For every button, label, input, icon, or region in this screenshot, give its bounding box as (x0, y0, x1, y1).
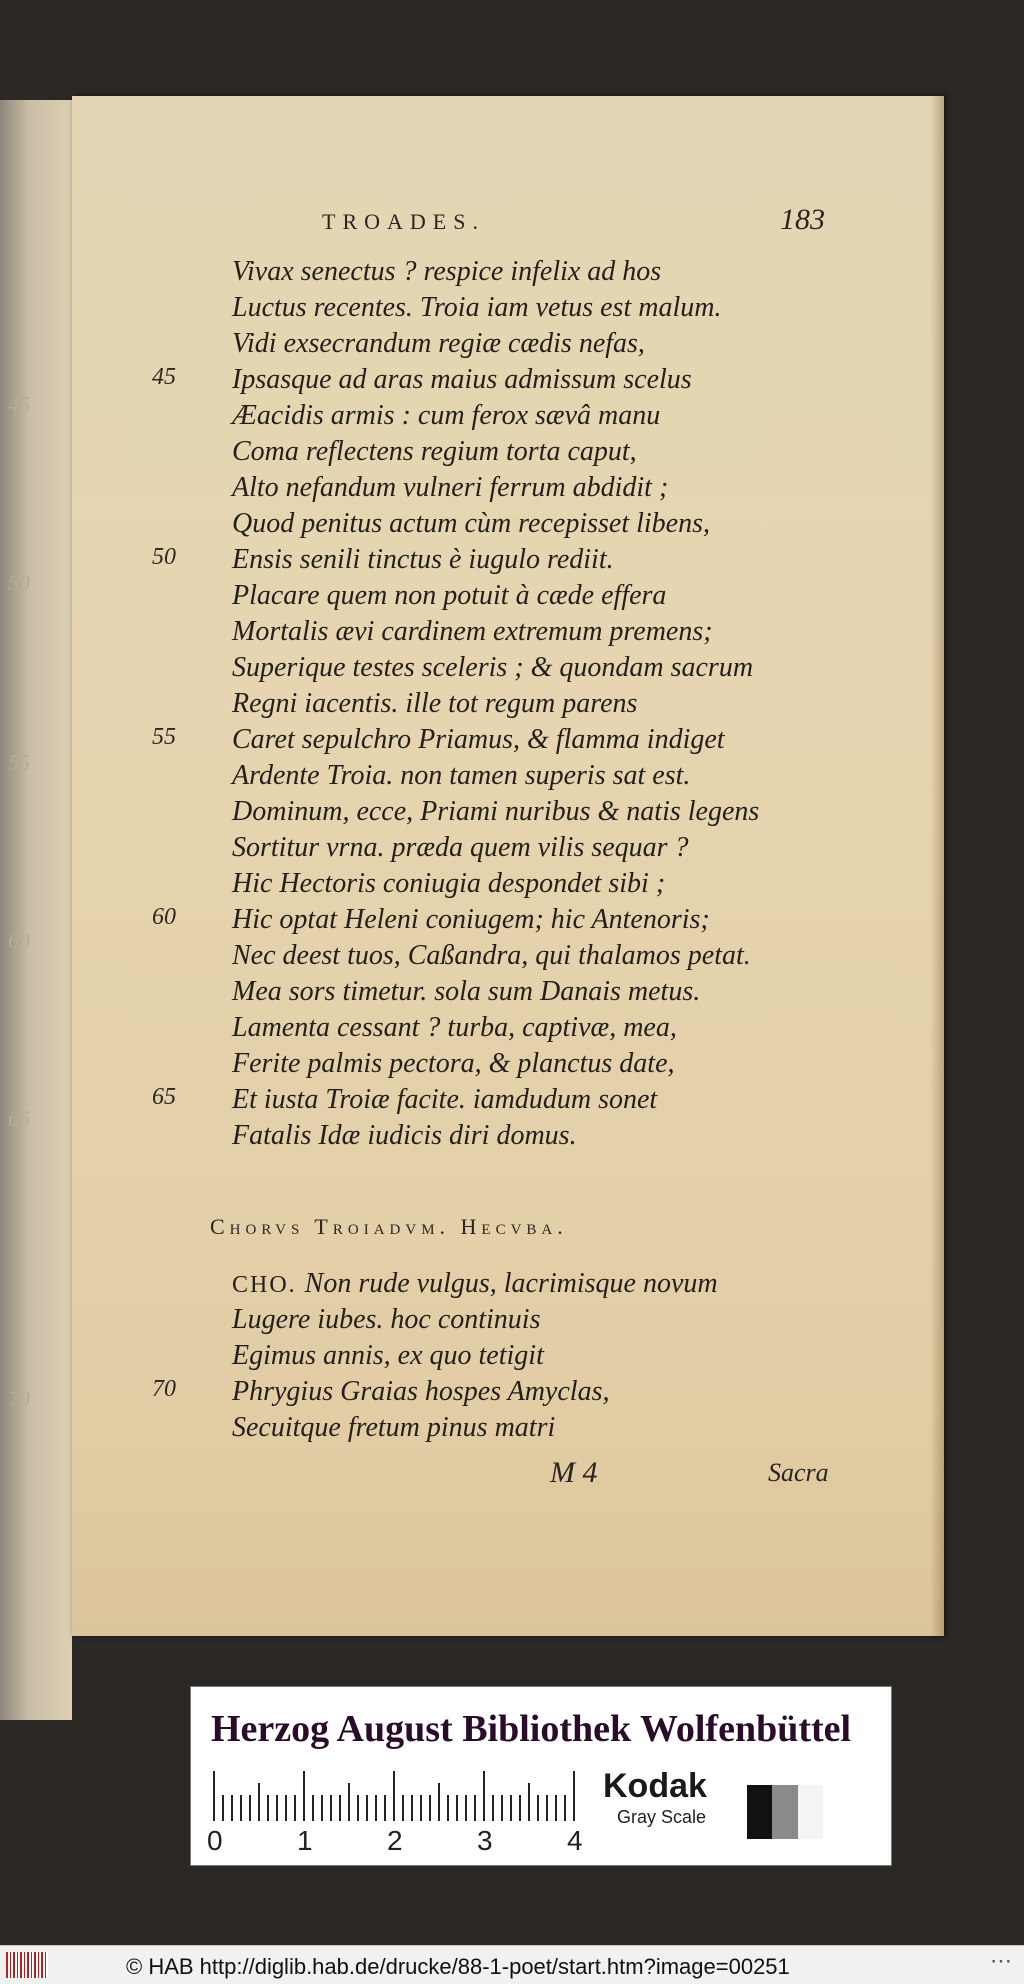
verse-text: Phrygius Graias hospes Amyclas, (232, 1376, 610, 1407)
verse-line (152, 544, 872, 578)
verse-line (152, 1120, 872, 1154)
verse-text: Sortitur vrna. præda quem vilis sequar ? (232, 832, 689, 863)
verse-line (152, 904, 872, 938)
verse-text: Ipsasque ad aras maius admissum scelus (232, 364, 692, 395)
ruler-tick (303, 1771, 305, 1821)
ruler-tick (420, 1795, 422, 1821)
ruler-tick (438, 1783, 440, 1821)
verse-text: Lugere iubes. hoc continuis (232, 1304, 541, 1335)
verse-text: Quod penitus actum cùm recepisset libens, (232, 508, 710, 539)
verse-text: Fatalis Idæ iudicis diri domus. (232, 1120, 577, 1151)
margin-number: 50 (8, 570, 30, 595)
ruler-tick (555, 1795, 557, 1821)
ruler-tick (483, 1771, 485, 1821)
speaker-label: CHO. (232, 1272, 297, 1298)
gray-patch (798, 1785, 823, 1839)
ruler-tick (465, 1795, 467, 1821)
line-number: 55 (152, 724, 176, 750)
ruler-number: 1 (297, 1825, 313, 1856)
ruler-tick (294, 1795, 296, 1821)
ruler-tick (510, 1795, 512, 1821)
verse-line (152, 1304, 872, 1338)
page-number: 183 (780, 203, 825, 236)
ruler-tick (564, 1795, 566, 1821)
margin-number: 45 (8, 392, 30, 417)
verse-text: Nec deest tuos, Caßandra, qui thalamos petat. (232, 940, 751, 971)
more-options-icon[interactable]: ⋯ (990, 1948, 1012, 1973)
ruler-tick (312, 1795, 314, 1821)
margin-number: 55 (8, 750, 30, 775)
verse-line (152, 616, 872, 650)
book-page (72, 96, 944, 1636)
ruler-scale (213, 1769, 583, 1821)
verse-text: Placare quem non potuit à cæde effera (232, 580, 667, 611)
source-credit-link[interactable]: © HAB http://diglib.hab.de/drucke/88-1-poet/start.htm?image=00251 (126, 1954, 790, 1979)
ruler-tick (573, 1771, 575, 1821)
hab-logo-icon (6, 1952, 48, 1978)
ruler-tick (240, 1795, 242, 1821)
ruler-tick (366, 1795, 368, 1821)
verse-line (152, 1048, 872, 1082)
ruler-tick (276, 1795, 278, 1821)
verse-text: Secuitque fretum pinus matri (232, 1412, 556, 1443)
ruler-tick (537, 1795, 539, 1821)
ruler-number: 2 (387, 1825, 403, 1856)
ruler-tick (213, 1771, 215, 1821)
verse-text: Lamenta cessant ? turba, captivæ, mea, (232, 1012, 677, 1043)
margin-number: 65 (8, 1106, 30, 1131)
verse-text: Ferite palmis pectora, & planctus date, (232, 1048, 675, 1079)
verse-text: Vidi exsecrandum regiæ cædis nefas, (232, 328, 645, 359)
ruler-tick (528, 1783, 530, 1821)
ruler-tick (258, 1783, 260, 1821)
ruler-tick (546, 1795, 548, 1821)
ruler-tick (321, 1795, 323, 1821)
viewer-footer (0, 1945, 1024, 1984)
verse-text: Egimus annis, ex quo tetigit (232, 1340, 544, 1371)
gray-scale-label: Gray Scale (617, 1807, 707, 1827)
ruler-tick (402, 1795, 404, 1821)
verse-words: Non rude vulgus, lacrimisque novum (304, 1268, 718, 1299)
verse-line (152, 688, 872, 722)
margin-number: 70 (8, 1386, 30, 1411)
verse-text: Ensis senili tinctus è iugulo rediit. (232, 544, 614, 575)
verse-line (152, 1412, 872, 1446)
ruler-tick (330, 1795, 332, 1821)
ruler-number: 4 (567, 1825, 583, 1856)
ruler-tick (456, 1795, 458, 1821)
verse-line (152, 940, 872, 974)
line-number: 50 (152, 544, 176, 570)
ruler-tick (231, 1795, 233, 1821)
ruler-tick (375, 1795, 377, 1821)
ruler-tick (519, 1795, 521, 1821)
verse-text: Caret sepulchro Priamus, & flamma indiget (232, 724, 725, 755)
verse-line (152, 976, 872, 1010)
verse-line (152, 256, 872, 290)
adjacent-page-edge (0, 100, 72, 1720)
verse-text: Coma reflectens regium torta caput, (232, 436, 637, 467)
ruler-tick (384, 1795, 386, 1821)
verse-line (152, 1268, 872, 1302)
ruler-tick (267, 1795, 269, 1821)
verse-text: Dominum, ecce, Priami nuribus & natis legens (232, 796, 760, 827)
verse-line (152, 868, 872, 902)
margin-number: 60 (8, 928, 30, 953)
kodak-logo: Kodak (603, 1767, 707, 1805)
verse-text: Ardente Troia. non tamen superis sat est. (232, 760, 691, 791)
gray-patch (772, 1785, 797, 1839)
verse-line (152, 652, 872, 686)
verse-text: Hic Hectoris coniugia despondet sibi ; (232, 868, 666, 899)
line-number: 70 (152, 1376, 176, 1402)
ruler-tick (393, 1771, 395, 1821)
verse-line (152, 1376, 872, 1410)
ruler-tick (222, 1795, 224, 1821)
verse-line (152, 436, 872, 470)
verse-line (152, 1012, 872, 1046)
ruler-tick (447, 1795, 449, 1821)
chorus-heading: Chorvs Troiadvm. Hecvba. (210, 1214, 568, 1239)
verse-line (152, 400, 872, 434)
ruler-tick (357, 1795, 359, 1821)
color-scale-card (190, 1686, 892, 1866)
line-number: 45 (152, 364, 176, 390)
verse-text: Æacidis armis : cum ferox sævâ manu (232, 400, 661, 431)
verse-line (152, 832, 872, 866)
ruler-tick (249, 1795, 251, 1821)
ruler-number: 0 (207, 1825, 223, 1856)
verse-text: Alto nefandum vulneri ferrum abdidit ; (232, 472, 669, 503)
ruler-tick (411, 1795, 413, 1821)
verse-line (152, 364, 872, 398)
verse-line (152, 1340, 872, 1374)
running-head: TROADES. (322, 209, 485, 234)
verse-line (152, 760, 872, 794)
gray-scale-patches (747, 1785, 823, 1839)
catchword: Sacra (768, 1458, 829, 1487)
verse-line (152, 508, 872, 542)
verse-text: Et iusta Troiæ facite. iamdudum sonet (232, 1084, 658, 1115)
ruler-number: 3 (477, 1825, 493, 1856)
verse-line (152, 328, 872, 362)
ruler-tick (339, 1795, 341, 1821)
verse-line (152, 580, 872, 614)
ruler-tick (492, 1795, 494, 1821)
verse-text: Mea sors timetur. sola sum Danais metus. (232, 976, 701, 1007)
line-number: 60 (152, 904, 176, 930)
ruler-tick (429, 1795, 431, 1821)
verse-line (152, 724, 872, 758)
line-number: 65 (152, 1084, 176, 1110)
verse-text (232, 1268, 718, 1300)
library-name: Herzog August Bibliothek Wolfenbüttel (211, 1708, 852, 1750)
ruler-tick (285, 1795, 287, 1821)
verse-line (152, 472, 872, 506)
verse-text: Hic optat Heleni coniugem; hic Antenoris; (232, 904, 710, 935)
verse-text: Regni iacentis. ille tot regum parens (232, 688, 638, 719)
ruler-tick (474, 1795, 476, 1821)
ruler-tick (348, 1783, 350, 1821)
verse-text: Superique testes sceleris ; & quondam sacrum (232, 652, 754, 683)
signature-mark: M 4 (550, 1456, 598, 1489)
verse-text: Luctus recentes. Troia iam vetus est malum. (232, 292, 722, 323)
verse-line (152, 796, 872, 830)
verse-text: Mortalis ævi cardinem extremum premens; (232, 616, 713, 647)
verse-line (152, 292, 872, 326)
ruler-tick (501, 1795, 503, 1821)
gray-patch (747, 1785, 772, 1839)
ruler-numbers (207, 1825, 607, 1857)
verse-text: Vivax senectus ? respice infelix ad hos (232, 256, 662, 287)
verse-line (152, 1084, 872, 1118)
